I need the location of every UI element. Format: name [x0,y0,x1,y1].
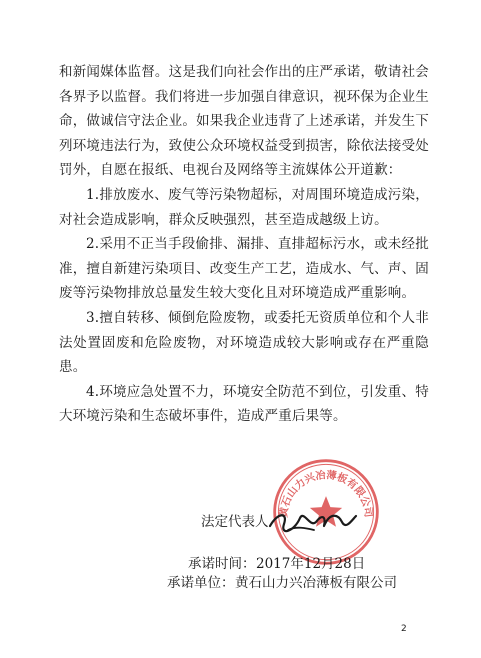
clause-1: 1.排放废水、废气等污染物超标，对周围环境造成污染，对社会造成影响，群众反映强烈，甚至造成越级上访。 [59,186,429,228]
clause-2: 2.采用不正当手段偷排、漏排、直排超标污水，或未经批准，擅自新建污染项目、改变生产工艺，造成水、气、声、固废等污染物排放总量发生较大变化且对环境造成严重影响。 [59,236,429,302]
signature-block [0,508,481,608]
clause-4: 4.环境应急处置不力，环境安全防范不到位，引发重、特大环境污染和生态破坏事件，造成严重后果等。 [59,383,429,425]
svg-text:黄石山力兴冶薄板有限公司: 黄石山力兴冶薄板有限公司 [277,469,375,519]
date-value: 2017年12月28日 [256,556,366,572]
clause-3: 3.擅自转移、倾倒危险废物，或委托无资质单位和个人非法处置固废和危险废物，对环境造成较大影响或存在严重隐患。 [59,309,429,376]
representative-label: 法定代表人 [201,514,269,530]
page-number: 2 [401,624,407,634]
date-label: 承诺时间： [188,556,256,572]
unit-value: 黄石山力兴冶薄板有限公司 [235,575,397,591]
intro-paragraph: 和新闻媒体监督。这是我们向社会作出的庄严承诺，敬请社会各界予以监督。我们将进一步加强自律意识，视环保为企业生命，做诚信守法企业。如果我企业违背了上述承诺，并发生下列环境违法行为，致使公众环境权益受到损害，除依法接受处罚外，自愿在报纸、电视台及网络等主流媒体公开道歉： [59,64,429,179]
unit-label: 承诺单位： [167,575,235,591]
commitment-body [59,60,429,429]
